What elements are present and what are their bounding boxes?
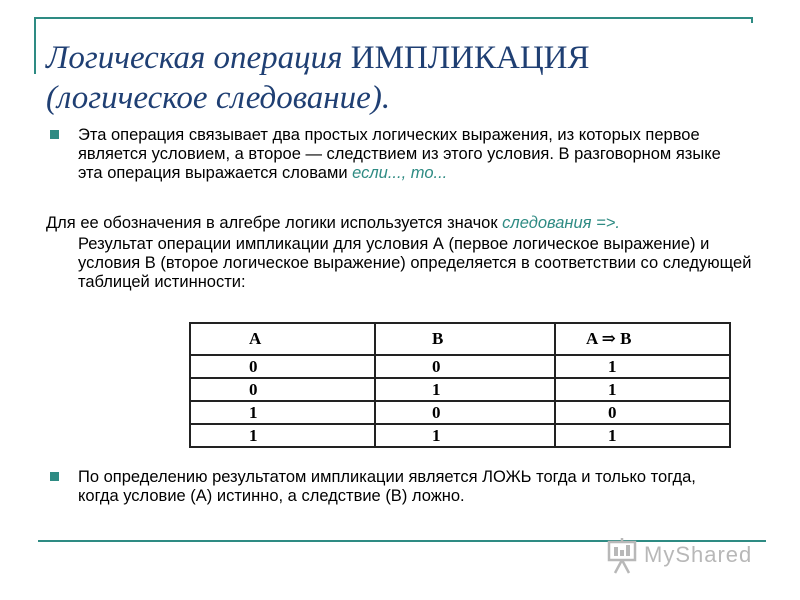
- myshared-logo: [606, 536, 766, 576]
- cell-a: 1: [190, 424, 375, 447]
- cell-result: 0: [555, 401, 730, 424]
- bullet-square-icon: [50, 130, 59, 139]
- cell-b: 1: [375, 378, 555, 401]
- p2-accent: следования =>.: [502, 214, 620, 232]
- table-row: [190, 378, 730, 401]
- frame-top-line: [34, 17, 752, 19]
- frame-right-tick: [751, 17, 753, 23]
- cell-result: 1: [555, 355, 730, 378]
- cell-b: 0: [375, 355, 555, 378]
- cell-b: 1: [375, 424, 555, 447]
- cell-result: 1: [555, 424, 730, 447]
- cell-a: 0: [190, 355, 375, 378]
- slide-title: [46, 38, 746, 118]
- p1-accent: если..., то...: [352, 164, 448, 182]
- cell-b: 0: [375, 401, 555, 424]
- table-row: [190, 355, 730, 378]
- truth-table: [189, 322, 731, 448]
- header-a-implies-b: A ⇒ B: [555, 323, 730, 355]
- table-row: [190, 401, 730, 424]
- p1-text: Эта операция связывает два простых логических выражения, из которых первое является условием, а второе — следствием из этого условия. В разговорном языке эта операция выражается словами: [78, 126, 721, 182]
- title-line2: (логическое следование).: [46, 80, 391, 116]
- paragraph-notation-rest: Результат операции импликации для условия А (первое логическое выражение) и условия В (второе логическое выражение) определяется в соответствии со следующей таблицей истинности:: [78, 235, 752, 291]
- paragraph-notation: [46, 214, 746, 233]
- bullet-square-icon: [50, 472, 59, 481]
- table-row: [190, 424, 730, 447]
- logo-text: MyShared: [644, 542, 753, 567]
- cell-a: 1: [190, 401, 375, 424]
- title-plain: ИМПЛИКАЦИЯ: [342, 40, 590, 76]
- presentation-board-icon: [606, 536, 640, 576]
- title-italic: Логическая операция: [46, 40, 343, 76]
- paragraph-falsity: По определению результатом импликации является ЛОЖЬ тогда и только тогда, когда условие (А) истинно, а следствие (В) ложно.: [78, 468, 696, 505]
- header-b: B: [375, 323, 555, 355]
- truth-table-header: [190, 323, 730, 355]
- frame-left-line: [34, 17, 36, 74]
- cell-result: 1: [555, 378, 730, 401]
- cell-a: 0: [190, 378, 375, 401]
- header-a: A: [190, 323, 375, 355]
- paragraph-definition: [78, 126, 738, 183]
- p2-text: Для ее обозначения в алгебре логики используется значок: [46, 214, 503, 232]
